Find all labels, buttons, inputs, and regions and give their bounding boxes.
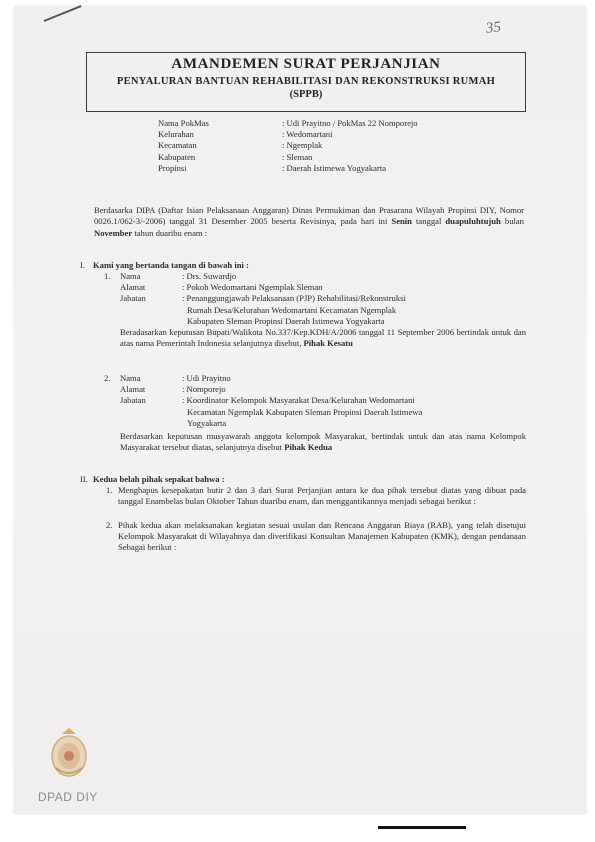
- section-1-number: I.: [80, 260, 86, 270]
- field-label: Jabatan: [120, 293, 146, 304]
- info-label: Propinsi: [158, 162, 187, 173]
- field-value: Kabupaten Sleman Propinsi Daerah Istimewa Yogyakarta: [187, 315, 385, 326]
- info-row: [158, 140, 418, 151]
- field-value: : Nomporejo: [182, 384, 226, 395]
- watermark-text: DPAD DIY: [38, 790, 98, 804]
- info-row: [158, 118, 418, 129]
- field-value: : Pokoh Wedomartani Ngemplak Sleman: [182, 282, 323, 293]
- info-label: Kecamatan: [158, 140, 197, 151]
- info-label: Kabupaten: [158, 151, 196, 162]
- info-value: : Ngemplak: [282, 140, 323, 151]
- info-value: : Udi Prayitno / PokMas 22 Nomporejo: [282, 118, 418, 128]
- agreement-item: Menghapus kesepakatan butir 2 dan 3 dari Surat Perjanjian antara ke dua pihak tersebut diatas yang dibuat pada tanggal Enambelas bulan Oktober Tahun duaribu enam, dan menggantikannya menjadi sebagai berikut :: [118, 485, 526, 507]
- party-2-basis: Berdasarkan keputusan musyawarah anggota kelompok Masyarakat, bertindak untuk dan atas nama Kelompok Masyarakat tersebut diatas, selanjutnya disebut Pihak Kedua: [120, 431, 526, 453]
- field-label: Jabatan: [120, 395, 146, 406]
- section-2-heading: Kedua belah pihak sepakat bahwa :: [93, 474, 225, 484]
- intro-date: duapuluhtujuh: [445, 216, 501, 227]
- field-label: Nama: [120, 271, 141, 281]
- field-value: : Penanggungjawab Pelaksanaan (PJP) Rehabilitasi/Rekonstruksi: [182, 293, 406, 304]
- agreement-item-number: 1.: [106, 485, 113, 495]
- field-label: Alamat: [120, 384, 146, 395]
- party-2-name: Pihak Kedua: [284, 442, 333, 453]
- field-value: Yogyakarta: [187, 417, 227, 428]
- dpad-emblem-logo: [48, 726, 90, 780]
- bottom-rule: [378, 826, 466, 829]
- party-1-number: 1.: [104, 271, 111, 281]
- intro-month: November: [94, 227, 133, 238]
- party-1-basis: Beradasarkan keputusan Bupati/Walikota No.337/Kep.KDH/A/2006 tanggal 11 September 2006 bertindak untuk dan atas nama Pemerintah Indonesia selanjutnya disebut, Pihak Kesatu: [120, 327, 526, 349]
- section-1-heading: Kami yang bertanda tangan di bawah ini :: [93, 260, 249, 270]
- document-title: AMANDEMEN SURAT PERJANJIAN: [171, 56, 441, 72]
- document-subtitle: PENYALURAN BANTUAN REHABILITASI DAN REKONSTRUKSI RUMAH: [116, 76, 496, 87]
- party-1-name: Pihak Kesatu: [303, 338, 353, 349]
- party-1-block: [120, 271, 524, 327]
- info-row: [158, 152, 418, 163]
- intro-paragraph: Berdasarka DIPA (Daftar Isian Pelaksanaan Anggaran) Dinas Permukiman dan Prasarana Wilayah Propinsi DIY, Nomor 0026.1/062-3/-2006) tanggal 31 Desember 2005 beserta Revisinya, pada hari ini Senin tanggal duapuluhtujuh bulan November tahun duaribu enam :: [94, 205, 524, 238]
- info-value: : Daerah Istimewa Yogyakarta: [282, 162, 387, 173]
- page-number: 35: [485, 19, 502, 37]
- agreement-item-number: 2.: [106, 520, 113, 530]
- field-value: : Drs. Suwardjo: [182, 271, 237, 281]
- info-row: [158, 129, 418, 140]
- info-label: Nama PokMas: [158, 118, 209, 128]
- intro-day: Senin: [391, 216, 412, 227]
- field-label: Alamat: [120, 282, 146, 293]
- info-value: : Wedomartani: [282, 129, 333, 140]
- info-value: : Sleman: [282, 151, 313, 162]
- section-2-number: II.: [80, 474, 88, 484]
- field-value: Kecamatan Ngemplak Kabupaten Sleman Propinsi Daerah Istimewa: [187, 406, 423, 417]
- pen-stroke-mark: [44, 5, 82, 22]
- pokmas-info-table: [158, 118, 418, 174]
- field-value: Rumah Desa/Kelurahan Wedomartani Kecamatan Ngemplak: [187, 304, 397, 315]
- field-value: : Koordinator Kelompok Masyarakat Desa/Kelurahan Wedomartani: [182, 395, 415, 406]
- agreement-item: Pihak kedua akan melaksanakan kegiatan sesuai usulan dan Rencana Anggaran Biaya (RAB), yang telah disetujui Kelompok Masyarakat di Wilayahnya dan diverifikasi Konsultan Manajemen Kabupaten (KMK), dengan pendanaan Sebagai berikut :: [118, 520, 526, 553]
- field-value: : Udi Prayitno: [182, 373, 231, 383]
- document-abbreviation: (SPPB): [289, 89, 323, 100]
- title-box: [86, 52, 526, 112]
- info-label: Kelurahan: [158, 129, 194, 140]
- party-2-block: [120, 373, 524, 429]
- party-2-number: 2.: [104, 373, 111, 383]
- field-label: Nama: [120, 373, 141, 383]
- info-row: [158, 163, 418, 174]
